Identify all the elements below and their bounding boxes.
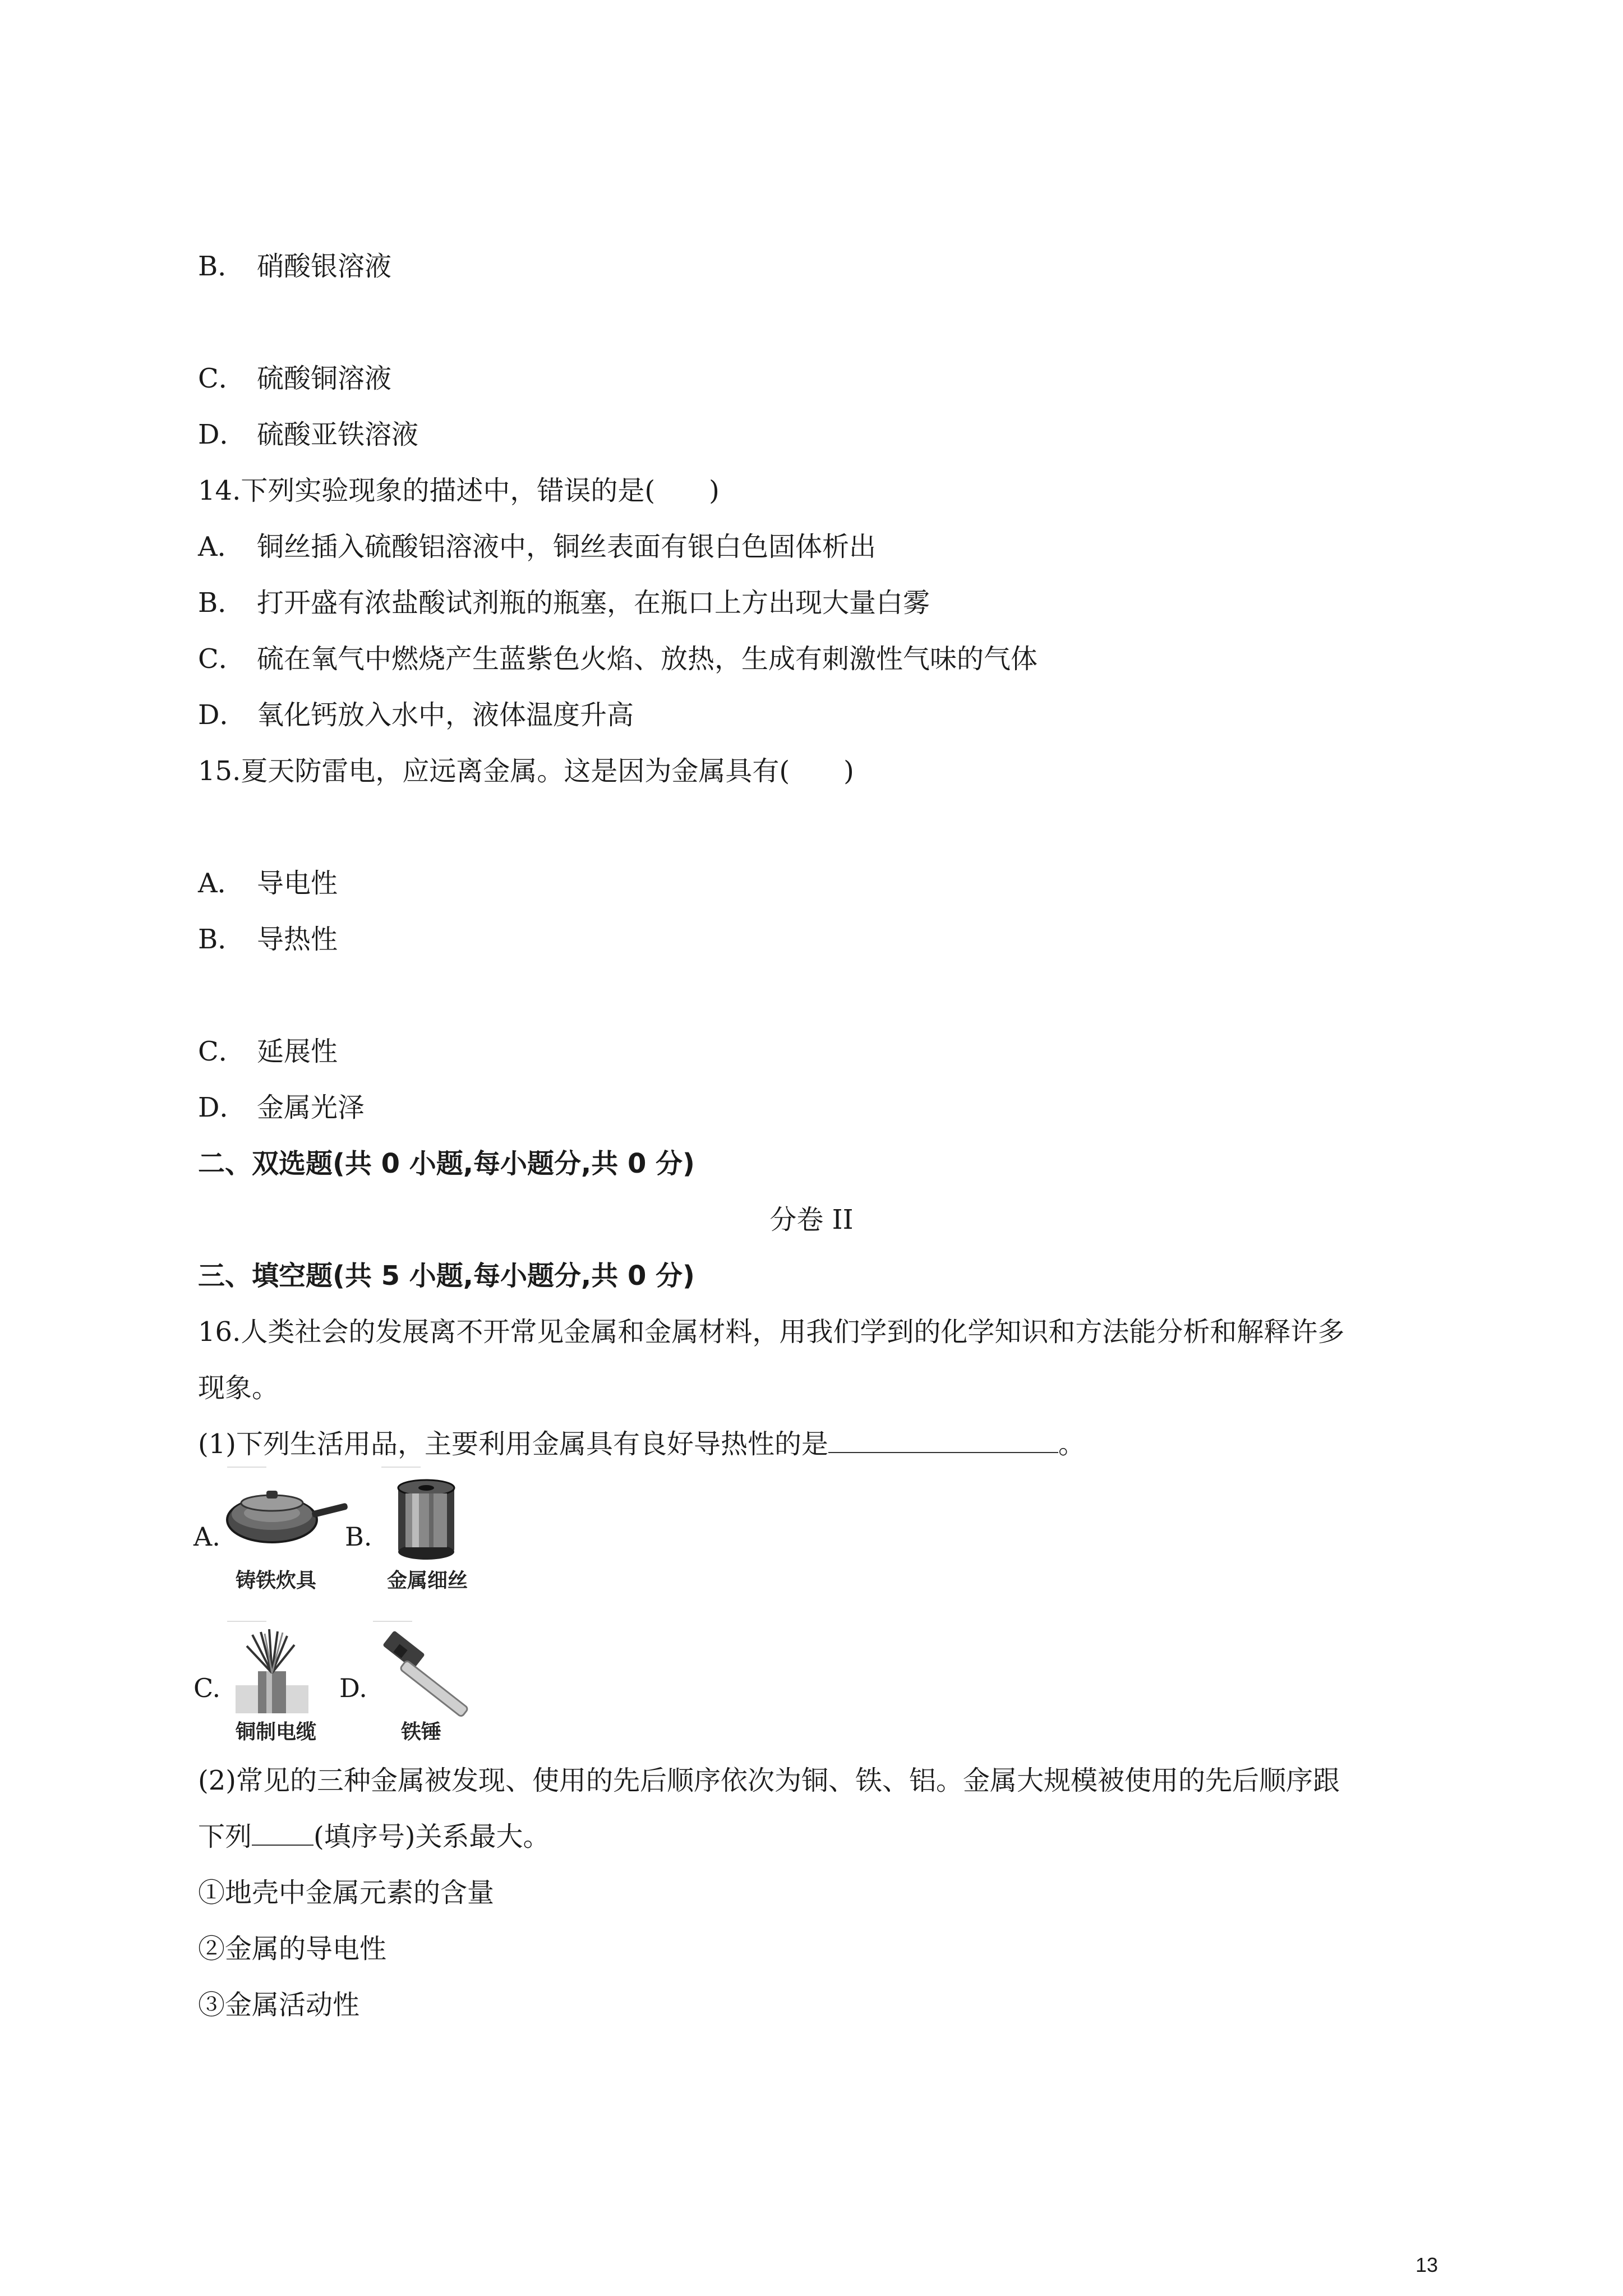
wire-spool-icon (390, 1478, 463, 1562)
crop-line (227, 1467, 266, 1468)
caption-cast-iron-cookware: 铸铁炊具 (236, 1569, 317, 1592)
copper-cable-icon (236, 1629, 308, 1713)
q13-option-d: D． 硫酸亚铁溶液 (198, 419, 419, 450)
caption-copper-cable: 铜制电缆 (236, 1721, 317, 1744)
answer-blank-2[interactable] (252, 1820, 313, 1846)
q16-choice-3: ③金属活动性 (198, 1989, 360, 2021)
wok-icon (222, 1481, 351, 1559)
crop-line (381, 1467, 421, 1468)
figure-label-a: A. (193, 1522, 220, 1552)
answer-blank-1[interactable] (828, 1427, 1058, 1453)
hammer-icon (373, 1629, 479, 1719)
q14-stem: 14.下列实验现象的描述中，错误的是( ) (198, 475, 720, 506)
q15-option-d: D． 金属光泽 (198, 1092, 365, 1123)
caption-metal-wire: 金属细丝 (387, 1569, 468, 1592)
figure-label-c: C. (193, 1673, 221, 1703)
q15-stem: 15.夏天防雷电，应远离金属。这是因为金属具有( ) (198, 755, 854, 787)
q15-option-a: A． 导电性 (198, 868, 338, 899)
q16-choice-1: ①地壳中金属元素的含量 (198, 1877, 495, 1908)
crop-line (227, 1621, 266, 1622)
section-2-heading: 二、双选题(共 0 小题,每小题分,共 0 分) (198, 1148, 695, 1179)
q14-option-c: C． 硫在氧气中燃烧产生蓝紫色火焰、放热，生成有刺激性气味的气体 (198, 643, 1038, 675)
q16-stem-line1: 16.人类社会的发展离不开常见金属和金属材料，用我们学到的化学知识和方法能分析和解释许多 (198, 1316, 1345, 1348)
q13-option-b: B． 硝酸银溶液 (198, 251, 392, 282)
q16-part2-line1: (2)常见的三种金属被发现、使用的先后顺序依次为铜、铁、铝。金属大规模被使用的先后顺序跟 (198, 1765, 1340, 1796)
crop-line (373, 1621, 412, 1622)
q13-option-c: C． 硫酸铜溶液 (198, 363, 392, 394)
q16-choice-2: ②金属的导电性 (198, 1933, 387, 1965)
section-3-heading: 三、填空题(共 5 小题,每小题分,共 0 分) (198, 1260, 695, 1292)
q16-part1: (1)下列生活用品，主要利用金属具有良好导热性的是 。 (198, 1428, 1086, 1460)
q16-stem-line2: 现象。 (198, 1372, 279, 1404)
q15-option-b: B． 导热性 (198, 924, 338, 955)
figure-label-d: D. (339, 1673, 367, 1703)
q16-part2-line2: 下列 (填序号)关系最大。 (198, 1821, 550, 1852)
q14-option-a: A． 铜丝插入硫酸铝溶液中，铜丝表面有银白色固体析出 (198, 531, 877, 563)
figure-label-b: B. (345, 1522, 372, 1552)
q14-option-d: D． 氧化钙放入水中，液体温度升高 (198, 699, 634, 731)
part-2-title: 分卷 II (769, 1204, 854, 1235)
q14-option-b: B． 打开盛有浓盐酸试剂瓶的瓶塞，在瓶口上方出现大量白雾 (198, 587, 930, 619)
page-number: 13 (1415, 2253, 1438, 2276)
q15-option-c: C． 延展性 (198, 1036, 338, 1067)
caption-iron-hammer: 铁锤 (401, 1721, 442, 1744)
